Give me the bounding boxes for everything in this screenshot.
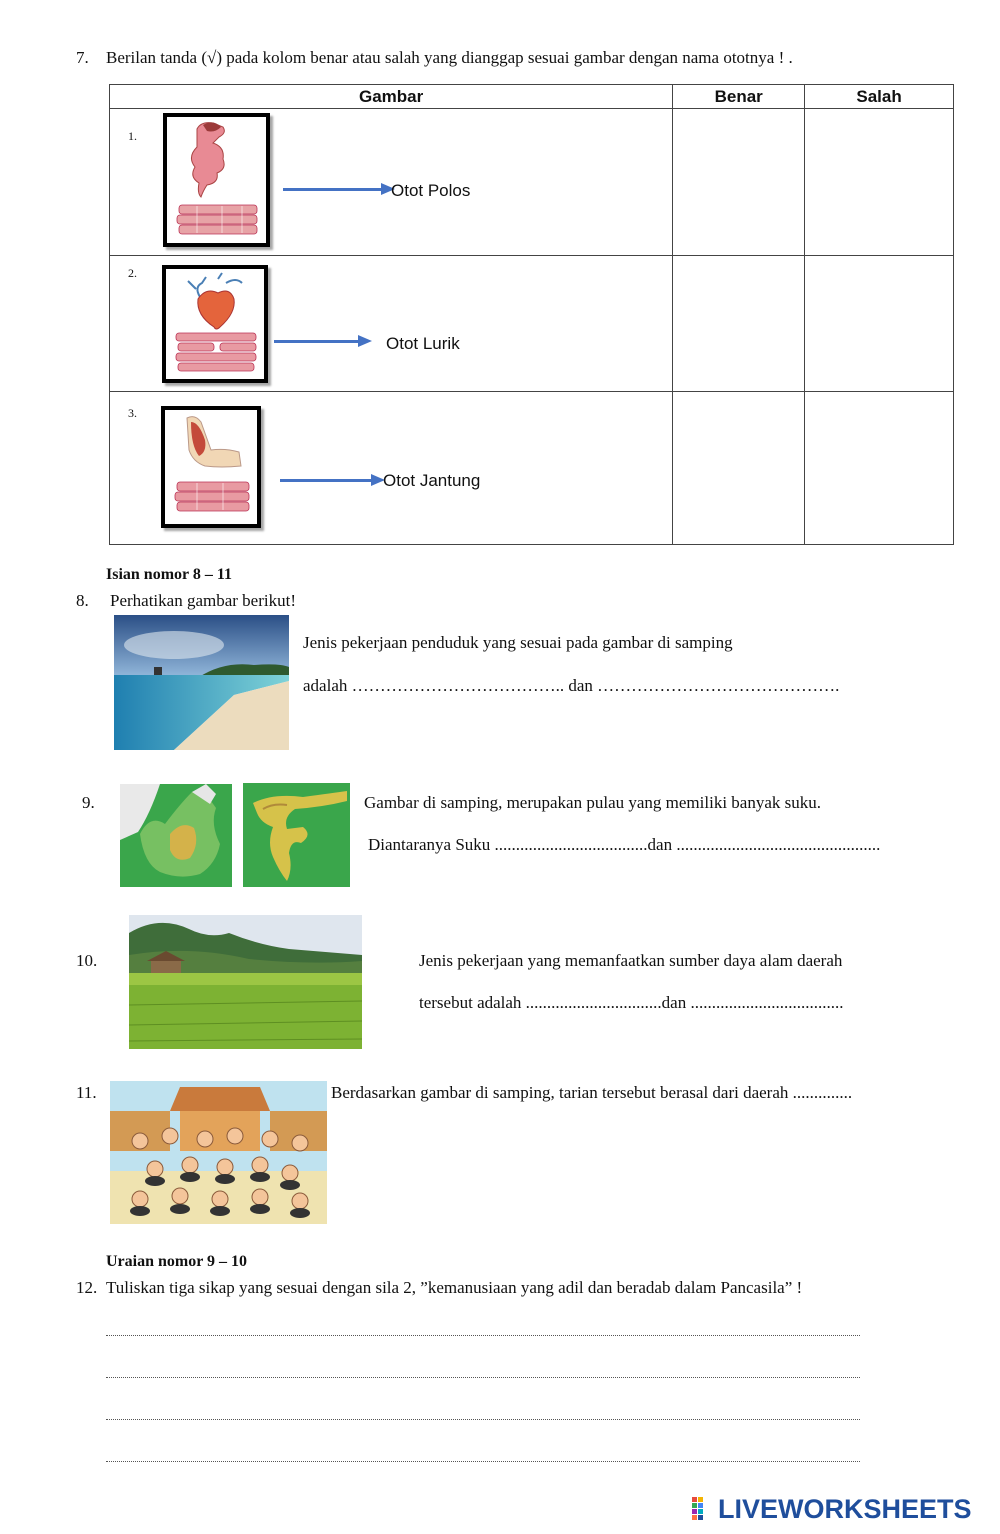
answer-line-4[interactable] [106,1461,860,1462]
answer-line-1[interactable] [106,1335,860,1336]
section-uraian-heading: Uraian nomor 9 – 10 [106,1253,248,1270]
q9-number: 9. [82,793,95,812]
sulawesi-map [243,783,350,887]
row3-salah-cell[interactable] [805,392,954,545]
section-isian-heading: Isian nomor 8 – 11 [106,566,232,583]
row3-number: 3. [128,406,137,420]
row1-benar-cell[interactable] [673,109,805,256]
q7-number: 7. [76,48,89,67]
q8-line2[interactable]: adalah ……………………………….. dan ……………………………………. [303,676,840,695]
q9-line1: Gambar di samping, merupakan pulau yang memiliki banyak suku. [364,793,822,812]
beach-photo [114,615,289,750]
arm-muscle-picture [161,406,261,528]
q8-number: 8. [76,591,89,610]
stomach-muscle-picture [163,113,270,247]
row2-salah-cell[interactable] [805,256,954,392]
row1-image-cell [110,109,673,256]
q11-number: 11. [76,1083,97,1102]
muscle-table [109,84,954,545]
row1-salah-cell[interactable] [805,109,954,256]
header-gambar: Gambar [110,85,673,109]
q9-line2[interactable]: Diantaranya Suku ....................................dan ................................................ [368,835,881,854]
q11-text[interactable]: Berdasarkan gambar di samping, tarian tersebut berasal dari daerah .............. [331,1083,853,1102]
header-salah: Salah [805,85,954,109]
q10-line1: Jenis pekerjaan yang memanfaatkan sumber daya alam daerah [419,951,843,970]
row3-benar-cell[interactable] [673,392,805,545]
q10-line2[interactable]: tersebut adalah ................................dan .................................... [419,993,844,1012]
q8-line1: Jenis pekerjaan penduduk yang sesuai pada gambar di samping [303,633,733,652]
kecak-dance-picture [110,1081,327,1224]
row2-benar-cell[interactable] [673,256,805,392]
row1-arrow [283,188,383,191]
q12-text: Tuliskan tiga sikap yang sesuai dengan sila 2, ”kemanusiaan yang adil dan beradab dalam Pancasila” ! [106,1278,803,1297]
row2-image-cell [110,256,673,392]
row1-muscle-name: Otot Polos [391,181,471,200]
q12-number: 12. [76,1278,98,1297]
heart-muscle-picture [162,265,268,383]
row3-image-cell [110,392,673,545]
rice-field-photo [129,915,362,1049]
answer-line-3[interactable] [106,1419,860,1420]
row2-muscle-name: Otot Lurik [386,334,460,353]
q8-title: Perhatikan gambar berikut! [110,591,296,610]
row2-number: 2. [128,266,137,280]
q10-number: 10. [76,951,98,970]
q7-text: Berilan tanda (√) pada kolom benar atau salah yang dianggap sesuai gambar dengan nama ototnya ! . [106,48,793,67]
borneo-map [120,784,232,887]
row3-muscle-name: Otot Jantung [383,471,481,490]
liveworksheets-logo-icon [692,1497,716,1521]
header-benar: Benar [673,85,805,109]
row1-number: 1. [128,129,137,143]
liveworksheets-brand [692,1494,972,1524]
brand-name: LIVEWORKSHEETS [718,1493,972,1524]
row3-arrow [280,479,373,482]
row2-arrow [274,340,360,343]
answer-line-2[interactable] [106,1377,860,1378]
